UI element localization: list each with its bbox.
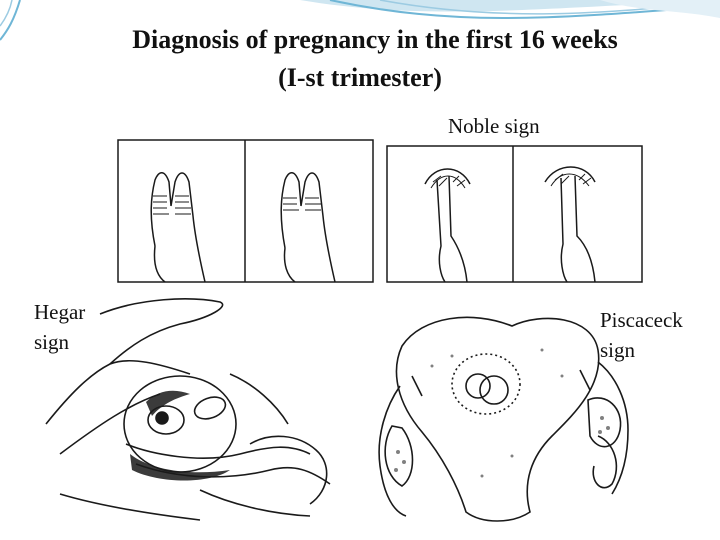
hegar-sign-illustration — [40, 294, 360, 526]
hegar-label-line1: Hegar — [34, 300, 86, 324]
noble-sign-label: Noble sign — [448, 114, 540, 138]
piscaceck-sign-illustration — [362, 306, 644, 528]
piscaceck-label-line1: Piscaceck — [600, 308, 683, 332]
hegar-label-line2: sign — [34, 330, 70, 354]
piscaceck-label-line2: sign — [600, 338, 636, 362]
slide-title-line2: (I-st trimester) — [278, 63, 442, 92]
slide-title-line1: Diagnosis of pregnancy in the first 16 weeks — [132, 25, 618, 54]
noble-sign-illustration — [115, 136, 645, 286]
